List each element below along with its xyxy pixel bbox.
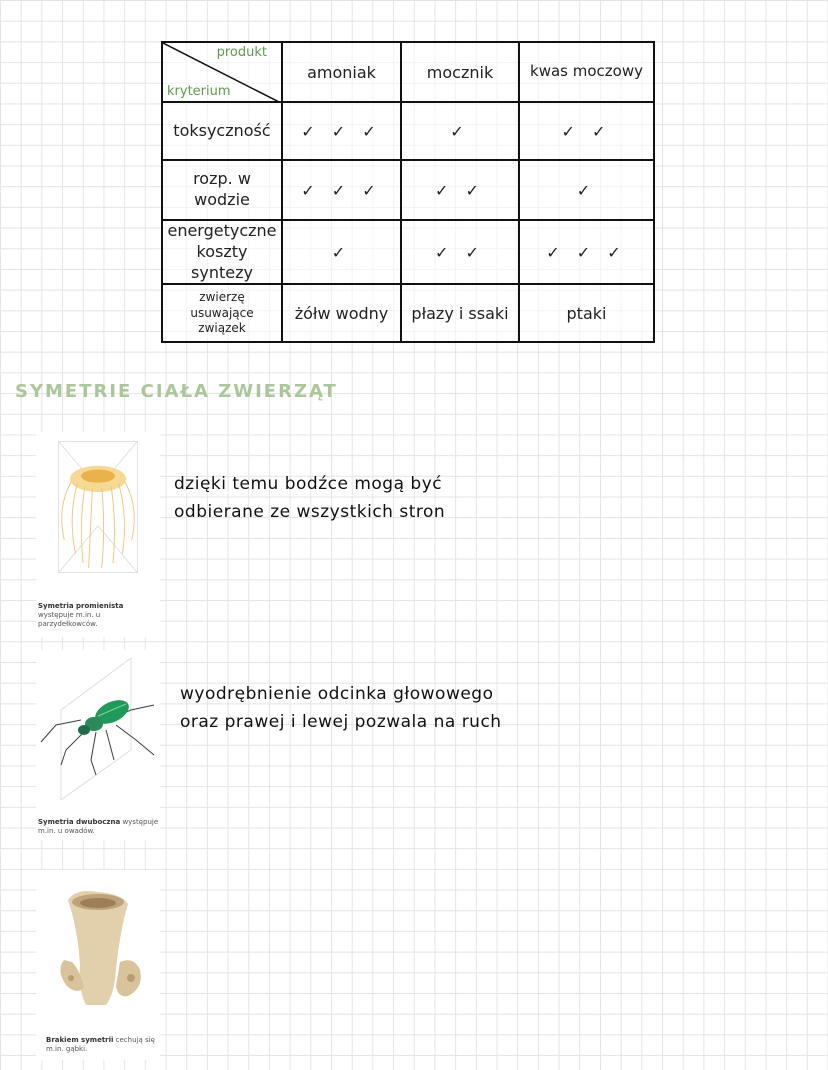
corner-label-product: produkt xyxy=(216,45,267,60)
note-bilateral xyxy=(180,680,502,736)
caption-bold: Symetria promienista xyxy=(38,602,124,610)
row-criterion: rozp. w wodzie xyxy=(162,160,282,220)
table-cell: ✓ ✓ ✓ xyxy=(282,160,401,220)
symmetry-card-asymmetric xyxy=(36,870,160,1060)
corner-label-criterion: kryterium xyxy=(167,84,231,99)
table-cell: ✓ ✓ xyxy=(401,160,519,220)
jellyfish-image xyxy=(36,432,160,582)
note-line: oraz prawej i lewej pozwala na ruch xyxy=(180,712,502,733)
symmetry-card-radial xyxy=(36,432,160,637)
caption-bold: Symetria dwuboczna xyxy=(38,818,121,826)
sponge-image xyxy=(36,870,160,1020)
note-line: dzięki temu bodźce mogą być xyxy=(174,474,443,494)
table-cell: żółw wodny xyxy=(282,284,401,342)
column-header-amoniak: amoniak xyxy=(282,42,401,102)
table-cell: ✓ ✓ ✓ xyxy=(282,102,401,160)
caption-asymmetric xyxy=(46,1036,160,1054)
section-title: SYMETRIE CIAŁA ZWIERZĄT xyxy=(15,381,338,402)
table-row xyxy=(162,102,654,160)
table-cell: ptaki xyxy=(519,284,654,342)
row-criterion: energetyczne koszty syntezy xyxy=(162,220,282,284)
table-cell: ✓ ✓ xyxy=(401,220,519,284)
caption-bold: Brakiem symetrii xyxy=(46,1036,114,1044)
symmetry-card-bilateral xyxy=(36,650,160,840)
note-line: odbierane ze wszystkich stron xyxy=(174,502,446,523)
table-cell: ✓ xyxy=(401,102,519,160)
table-corner-header xyxy=(162,42,282,102)
row-criterion: toksyczność xyxy=(162,102,282,160)
caption-text: występuje m.in. u owadów. xyxy=(38,818,159,835)
table-row xyxy=(162,160,654,220)
table-cell: ✓ ✓ xyxy=(519,102,654,160)
caption-text: cechują się m.in. gąbki. xyxy=(46,1036,155,1053)
table-row xyxy=(162,284,654,342)
table-cell: ✓ xyxy=(282,220,401,284)
note-radial xyxy=(174,470,445,526)
note-line: wyodrębnienie odcinka głowowego xyxy=(180,684,494,704)
column-header-mocznik: mocznik xyxy=(401,42,519,102)
table-cell: ✓ xyxy=(519,160,654,220)
row-criterion: zwierzę usuwające związek xyxy=(162,284,282,342)
table-cell: ✓ ✓ ✓ xyxy=(519,220,654,284)
caption-text: występuje m.in. u parzydełkowców. xyxy=(38,610,101,628)
table-cell: płazy i ssaki xyxy=(401,284,519,342)
beetle-image xyxy=(36,650,160,800)
caption-bilateral xyxy=(38,818,162,836)
column-header-kwas-moczowy: kwas moczowy xyxy=(519,42,654,102)
caption-radial xyxy=(38,602,158,628)
comparison-table xyxy=(161,41,655,343)
table-row xyxy=(162,220,654,284)
